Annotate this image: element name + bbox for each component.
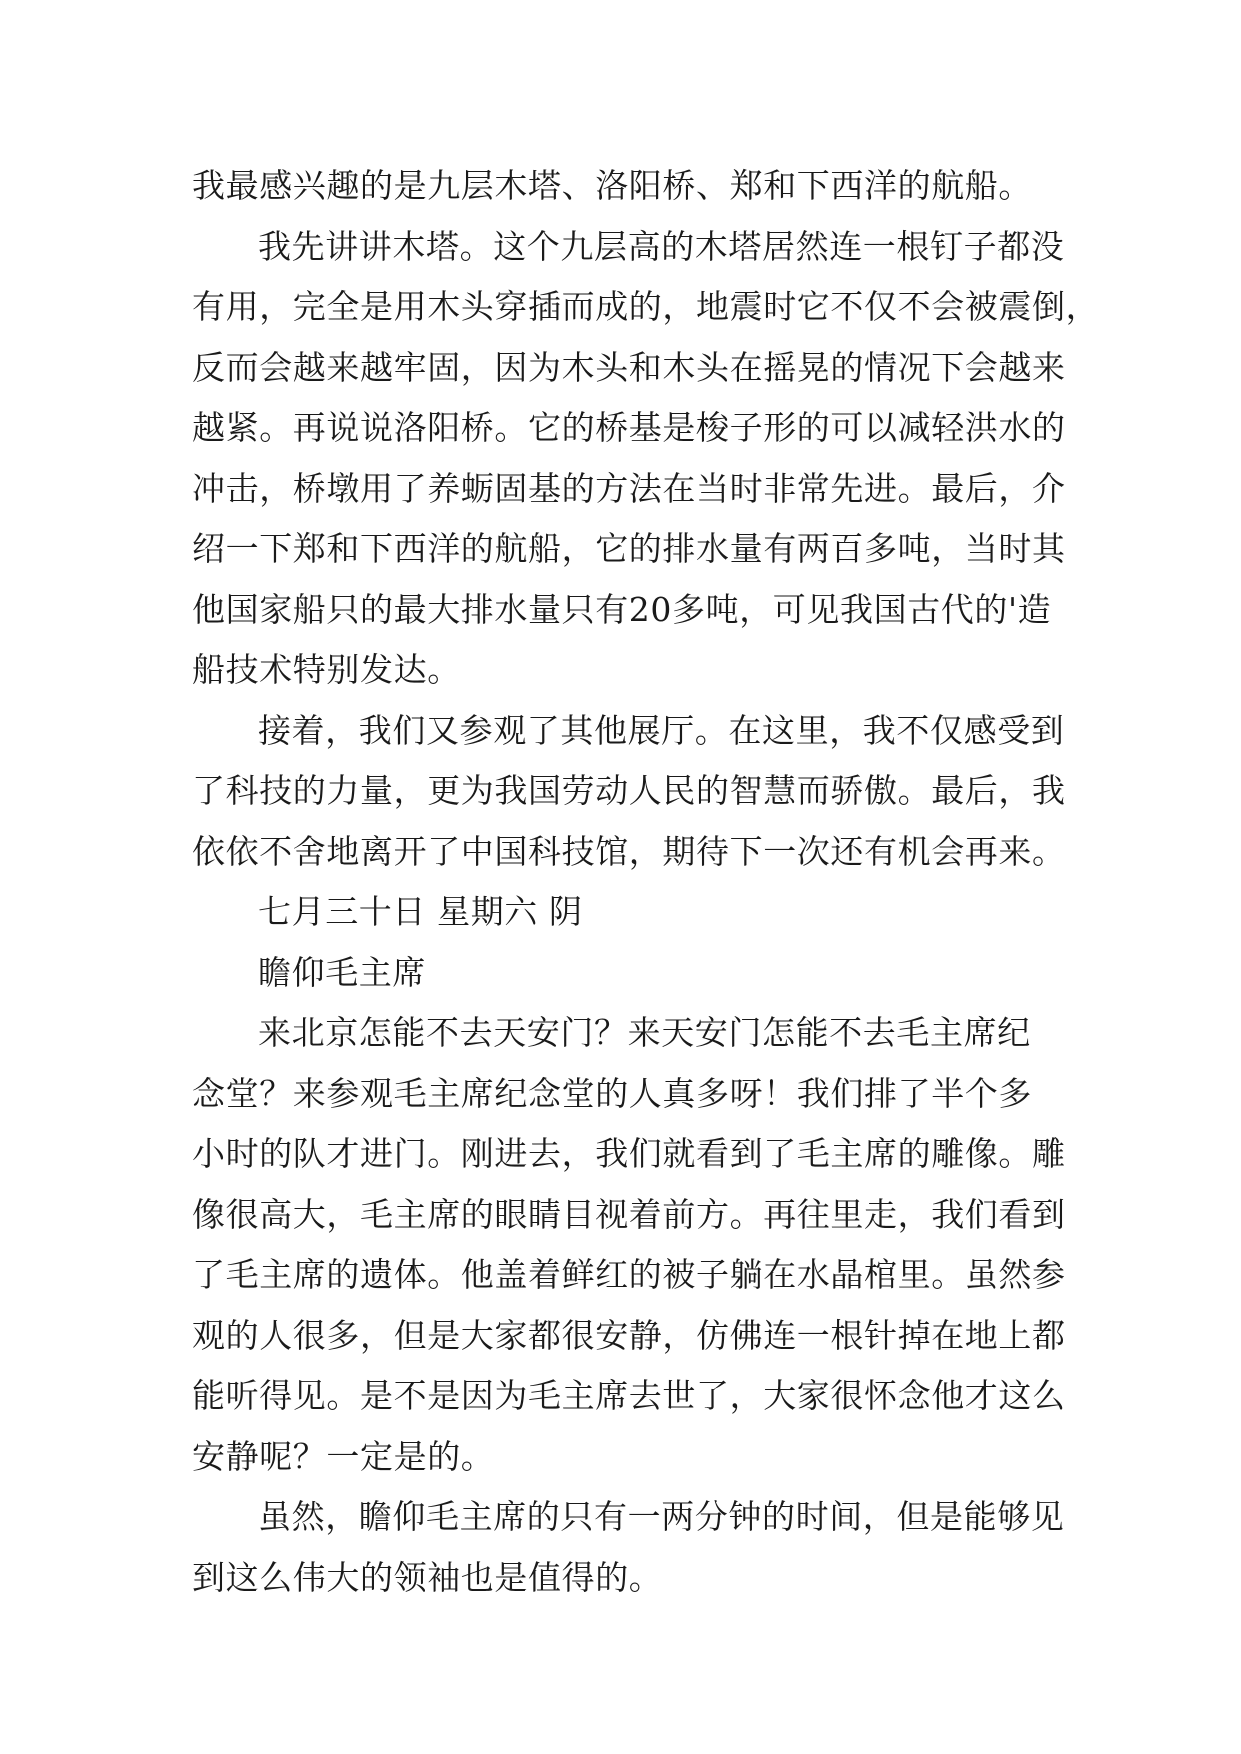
section-title: 瞻仰毛主席 — [258, 952, 426, 992]
text-line: 安静呢？一定是的。 — [192, 1436, 495, 1476]
text-line: 越紧。再说说洛阳桥。它的桥基是梭子形的可以减轻洪水的 — [192, 408, 1066, 447]
text-line: 虽然，瞻仰毛主席的只有一两分钟的时间，但是能够见 — [258, 1497, 1065, 1536]
text-line: 反而会越来越牢固，因为木头和木头在摇晃的情况下会越来 — [192, 347, 1066, 387]
text-line: 观的人很多，但是大家都很安静，仿佛连一根针掉在地上都 — [192, 1315, 1066, 1355]
text-line: 接着，我们又参观了其他展厅。在这里，我不仅感受到 — [258, 710, 1065, 750]
text-line: 了科技的力量，更为我国劳动人民的智慧而骄傲。最后，我 — [192, 771, 1066, 810]
text-line: 我先讲讲木塔。这个九层高的木塔居然连一根钉子都没 — [258, 226, 1065, 266]
date-weather-line: 七月三十日 星期六 阴 — [258, 892, 583, 931]
text-line: 有用，完全是用木头穿插而成的，地震时它不仅不会被震倒， — [192, 287, 1100, 326]
text-line: 绍一下郑和下西洋的航船，它的排水量有两百多吨，当时其 — [192, 529, 1066, 568]
text-line: 像很高大，毛主席的眼睛目视着前方。再往里走，我们看到 — [192, 1194, 1066, 1234]
text-line: 到这么伟大的领袖也是值得的。 — [192, 1557, 663, 1597]
text-line: 依依不舍地离开了中国科技馆，期待下一次还有机会再来。 — [192, 831, 1066, 871]
text-line: 来北京怎能不去天安门？来天安门怎能不去毛主席纪 — [258, 1013, 1031, 1052]
text-line: 船技术特别发达。 — [192, 650, 461, 689]
text-line: 能听得见。是不是因为毛主席去世了，大家很怀念他才这么 — [192, 1376, 1066, 1415]
document-body — [192, 156, 1100, 1608]
text-line: 我最感兴趣的是九层木塔、洛阳桥、郑和下西洋的航船。 — [192, 166, 1032, 205]
text-line: 念堂？来参观毛主席纪念堂的人真多呀！我们排了半个多 — [192, 1073, 1032, 1113]
text-line: 冲击，桥墩用了养蛎固基的方法在当时非常先进。最后，介 — [192, 468, 1066, 508]
text-line: 了毛主席的遗体。他盖着鲜红的被子躺在水晶棺里。虽然参 — [192, 1255, 1066, 1294]
text-line: 他国家船只的最大排水量只有20多吨，可见我国古代的'造 — [192, 589, 1052, 629]
text-line: 小时的队才进门。刚进去，我们就看到了毛主席的雕像。雕 — [192, 1134, 1066, 1173]
